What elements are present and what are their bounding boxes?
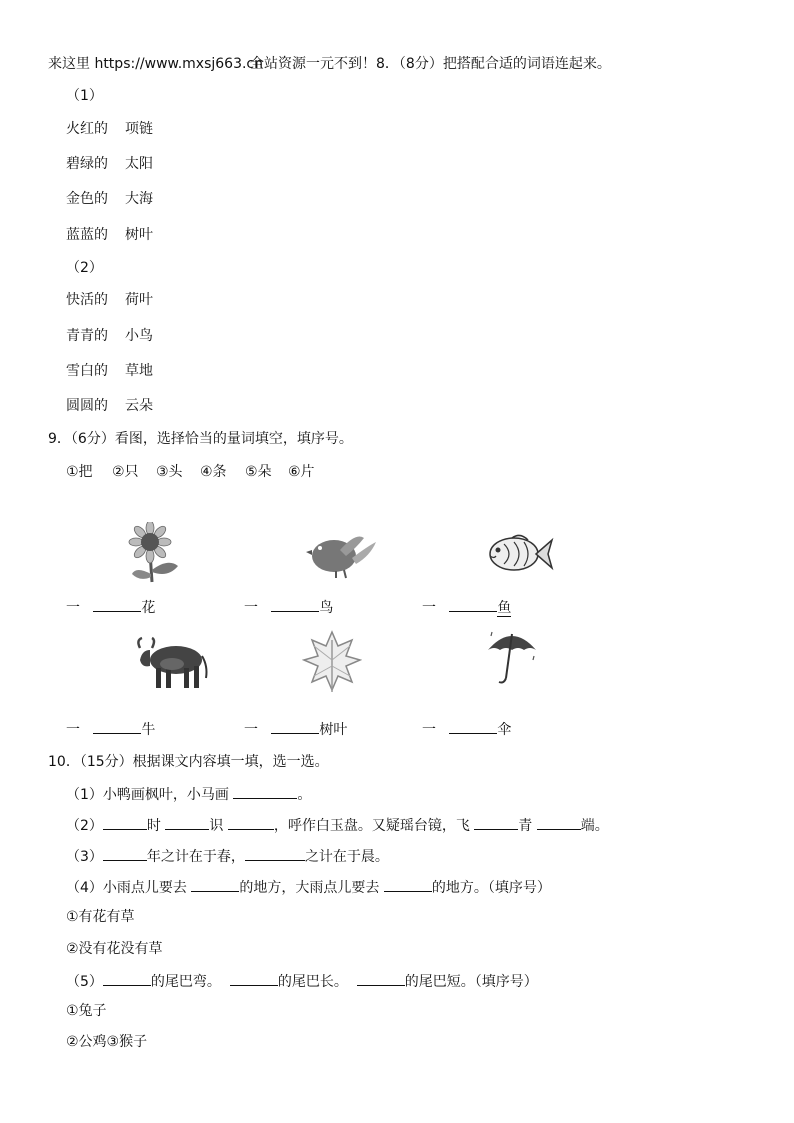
q9-fill-item	[66, 719, 155, 739]
q9-prefix: 一	[66, 600, 80, 616]
q10-text: （3）	[66, 849, 103, 865]
ox-icon	[132, 636, 210, 692]
answer-blank[interactable]	[228, 815, 274, 830]
q9-prefix: 一	[422, 600, 436, 616]
answer-blank[interactable]	[474, 815, 518, 830]
q8-right-word: 云朵	[125, 398, 153, 414]
q9-noun: 花	[141, 600, 156, 616]
q10-line-1	[66, 784, 311, 804]
answer-blank[interactable]	[384, 877, 432, 892]
answer-blank[interactable]	[191, 877, 239, 892]
q8-left-word: 蓝蓝的	[66, 227, 108, 243]
q10-option: ②公鸡③猴子	[66, 1034, 148, 1050]
answer-blank[interactable]	[271, 719, 319, 734]
answer-blank[interactable]	[537, 815, 581, 830]
answer-blank[interactable]	[449, 597, 497, 612]
q9-option: ②只	[112, 464, 139, 480]
q10-text: （4）小雨点儿要去	[66, 880, 187, 896]
q9-noun: 伞	[497, 722, 512, 738]
question-9-title: 9．（6分）看图，选择恰当的量词填空，填序号。	[48, 431, 353, 447]
q10-text: （1）小鸭画枫叶，小马画	[66, 787, 229, 803]
umbrella-icon	[484, 628, 540, 686]
q10-option: ①兔子	[66, 1003, 107, 1019]
q8-left-word: 金色的	[66, 191, 108, 207]
q8-right-word: 树叶	[125, 227, 153, 243]
q8-part2-label: （2）	[66, 260, 103, 276]
q10-text: 端。	[580, 818, 609, 834]
leaf-icon	[302, 630, 362, 694]
q9-option: ⑤朵	[245, 464, 272, 480]
q10-text: 青	[518, 818, 533, 834]
q9-prefix: 一	[66, 722, 80, 738]
q8-left-word: 圆圆的	[66, 398, 108, 414]
bird-icon	[306, 528, 378, 580]
answer-blank[interactable]	[93, 719, 141, 734]
q9-prefix: 一	[244, 722, 258, 738]
q8-left-word: 快活的	[66, 292, 108, 308]
answer-blank[interactable]	[103, 846, 147, 861]
q10-text: （2）	[66, 818, 103, 834]
q8-right-word: 太阳	[125, 156, 153, 172]
q9-option: ⑥片	[288, 464, 315, 480]
q8-right-word: 项链	[125, 121, 153, 137]
question-10-title: 10．（15分）根据课文内容填一填，选一选。	[48, 754, 329, 770]
q9-option: ③头	[156, 464, 183, 480]
q10-text: 的尾巴长。	[277, 974, 348, 990]
question-8-title: 全站资源一元不到！8．（8分）把搭配合适的词语连起来。	[250, 56, 611, 72]
q8-right-word: 草地	[125, 363, 153, 379]
q8-left-word: 碧绿的	[66, 156, 108, 172]
q9-fill-item	[422, 719, 511, 739]
q10-text: 的地方。（填序号）	[431, 880, 551, 896]
q8-right-word: 荷叶	[125, 292, 153, 308]
q9-fill-item	[422, 597, 511, 617]
fish-icon	[486, 532, 554, 576]
q10-text: 的地方，大雨点儿要去	[239, 880, 380, 896]
answer-blank[interactable]	[357, 971, 405, 986]
q9-option: ①把	[66, 464, 93, 480]
q9-fill-item	[66, 597, 155, 617]
q9-noun: 鸟	[319, 600, 334, 616]
answer-blank[interactable]	[165, 815, 209, 830]
q10-text: 时	[146, 818, 161, 834]
q10-text: 的尾巴短。（填序号）	[404, 974, 538, 990]
answer-blank[interactable]	[245, 846, 305, 861]
q10-text: （5）	[66, 974, 103, 990]
q10-text: 之计在于晨。	[304, 849, 389, 865]
q10-line-5	[66, 971, 538, 991]
q8-left-word: 火红的	[66, 121, 108, 137]
q10-text: 。	[297, 787, 312, 803]
q10-text: ，呼作白玉盘。又疑瑶台镜，飞	[273, 818, 470, 834]
q9-fill-item	[244, 597, 333, 617]
q9-noun: 鱼	[497, 600, 512, 616]
q8-right-word: 小鸟	[125, 328, 153, 344]
q10-option: ②没有花没有草	[66, 941, 163, 957]
q9-prefix: 一	[244, 600, 258, 616]
answer-blank[interactable]	[93, 597, 141, 612]
q9-fill-item	[244, 719, 347, 739]
answer-blank[interactable]	[230, 971, 278, 986]
q10-text: 年之计在于春，	[146, 849, 245, 865]
q8-left-word: 青青的	[66, 328, 108, 344]
answer-blank[interactable]	[233, 784, 297, 799]
answer-blank[interactable]	[103, 815, 147, 830]
q10-line-2	[66, 815, 609, 835]
q10-line-3	[66, 846, 389, 866]
q10-option: ①有花有草	[66, 909, 135, 925]
q9-option: ④条	[200, 464, 227, 480]
answer-blank[interactable]	[271, 597, 319, 612]
q9-noun: 树叶	[319, 722, 348, 738]
q8-right-word: 大海	[125, 191, 153, 207]
q8-left-word: 雪白的	[66, 363, 108, 379]
q10-text: 的尾巴弯。	[150, 974, 221, 990]
q8-part1-label: （1）	[66, 88, 103, 104]
sunflower-icon	[128, 522, 184, 584]
q9-prefix: 一	[422, 722, 436, 738]
q10-text: 识	[209, 818, 224, 834]
answer-blank[interactable]	[103, 971, 151, 986]
answer-blank[interactable]	[449, 719, 497, 734]
q10-line-4	[66, 877, 551, 897]
header-site: 来这里 https://www.mxsj663.cn	[48, 56, 263, 72]
q9-noun: 牛	[141, 722, 156, 738]
